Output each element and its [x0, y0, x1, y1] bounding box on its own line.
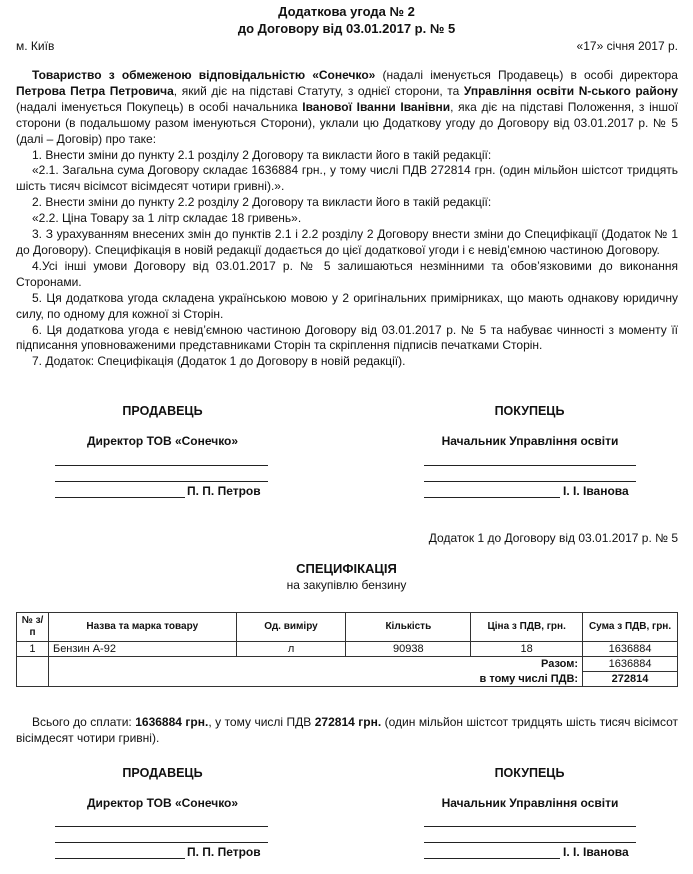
col-header: Од. виміру — [236, 613, 346, 642]
buyer-signatory: І. І. Іванова — [563, 845, 629, 859]
seller-signatory: П. П. Петров — [187, 845, 261, 859]
buyer-heading: ПОКУПЕЦЬ — [494, 766, 565, 780]
vat-amount: 272814 грн. — [314, 715, 382, 729]
seller-heading: ПРОДАВЕЦЬ — [122, 766, 203, 780]
buyer-role: Начальник Управління освіти — [441, 796, 619, 810]
seller-company: Товариство з обмеженою відповідальністю «Сонечко» — [32, 68, 376, 82]
clause: 1. Внести зміни до пункту 2.1 розділу 2 Договору та викласти його в такій редакції: — [32, 147, 492, 162]
doc-title: Додаткова угода № 2 — [278, 4, 415, 19]
seller-role: Директор ТОВ «Сонечко» — [86, 434, 239, 448]
signature-line — [424, 858, 560, 859]
signature-line — [424, 465, 636, 466]
total-amount: 1636884 грн. — [135, 715, 209, 729]
clause: «2.1. Загальна сума Договору складає 1636884 грн., у тому числі ПДВ 272814 грн. (один мільйон шістсот тридцять шість тисяч вісімсот вісімдесят чотири гривні).». — [16, 163, 678, 194]
doc-date: «17» січня 2017 р. — [576, 39, 678, 53]
vat-row — [17, 672, 678, 687]
total-row — [17, 657, 678, 672]
clause: 5. Ця додаткова угода складена українською мовою у 2 оригінальних примірниках, що мають однакову юридичну силу, по одному для кожної зі Сторін. — [16, 290, 678, 321]
signature-line — [424, 842, 636, 843]
signature-line — [55, 826, 268, 827]
cell: Бензин А-92 — [48, 642, 236, 657]
clause: 4.Усі інші умови Договору від 03.01.2017 р. № 5 залишаються незмінними та обов’язковими до виконання Сторонами. — [16, 258, 678, 289]
buyer-role: Начальник Управління освіти — [441, 434, 619, 448]
empty-cell — [17, 657, 49, 687]
clause: 3. З урахуванням внесених змін до пунктів 2.1 і 2.2 розділу 2 Договору внести зміни до Специфікації (Додаток № 1 до Договору). Специфікація в новій редакції додається до цієї додаткової угоди і є невід’ємною частиною Договору. — [16, 227, 678, 257]
seller-role: Директор ТОВ «Сонечко» — [86, 796, 239, 810]
buyer-organization: Управління освіти N-ського району — [463, 83, 678, 98]
spec-subtitle: на закупівлю бензину — [286, 578, 407, 592]
total-label: Разом: — [48, 657, 582, 672]
signature-line — [55, 497, 185, 498]
cell: л — [236, 642, 346, 657]
doc-subtitle: до Договору від 03.01.2017 р. № 5 — [237, 21, 456, 36]
preamble: Товариство з обмеженою відповідальністю «Сонечко» (надалі іменується Продавець) в особі директора Петрова Петра Петровича, який діє на підставі Статуту, з однієї сторони, та Управління освіти N-ського району (надалі іменується Покупець) в особі начальника Іванової Іванни Іванівни, яка діє на підставі Положення, з іншої сторони (в подальшому разом іменуються Сторони), уклали цю Додаткову угоду до Договору від 03.01.2017 р. № 5 (далі – Договір) про таке: — [16, 68, 678, 146]
vat-value: 272814 — [583, 672, 678, 687]
appendix-ref: Додаток 1 до Договору від 03.01.2017 р. № 5 — [428, 531, 678, 545]
buyer-signatory: І. І. Іванова — [563, 484, 629, 498]
payment-summary: Всього до сплати: 1636884 грн., у тому числі ПДВ 272814 грн. (один мільйон шістсот тридцять шість тисяч вісімсот вісімдесят чотири гривні). — [16, 715, 678, 745]
signature-line — [424, 497, 560, 498]
cell: 90938 — [346, 642, 471, 657]
head-name: Іванової Іванни Іванівни — [302, 99, 451, 114]
cell: 18 — [471, 642, 583, 657]
col-header: Назва та марка товару — [48, 613, 236, 642]
director-name: Петрова Петра Петровича — [16, 83, 174, 98]
signature-line — [424, 826, 636, 827]
table-header-row — [17, 613, 678, 642]
table-row — [17, 642, 678, 657]
seller-signatory: П. П. Петров — [187, 484, 261, 498]
signature-line — [55, 481, 268, 482]
signature-line — [424, 481, 636, 482]
agreement-body — [16, 68, 678, 370]
clause: 2. Внести зміни до пункту 2.2 розділу 2 Договору та викласти його в такій редакції: — [32, 195, 492, 210]
signature-line — [55, 858, 185, 859]
clause: 6. Ця додаткова угода є невід’ємною частиною Договору від 03.01.2017 р. № 5 та набуває чинності з моменту її підписання уповноваженими представниками Сторін та скріплення підписів печатками Сторін. — [16, 322, 678, 353]
signature-line — [55, 842, 268, 843]
cell: 1636884 — [583, 642, 678, 657]
spec-table — [16, 612, 678, 687]
clause: 7. Додаток: Специфікація (Додаток 1 до Договору в новій редакції). — [32, 354, 406, 369]
cell: 1 — [17, 642, 49, 657]
col-header: Ціна з ПДВ, грн. — [471, 613, 583, 642]
buyer-heading: ПОКУПЕЦЬ — [494, 404, 565, 418]
clause: «2.2. Ціна Товару за 1 літр складає 18 гривень». — [32, 211, 302, 226]
col-header: Кількість — [346, 613, 471, 642]
seller-heading: ПРОДАВЕЦЬ — [122, 404, 203, 418]
col-header: Сума з ПДВ, грн. — [583, 613, 678, 642]
col-header: № з/п — [17, 613, 49, 642]
city: м. Київ — [16, 39, 55, 53]
signature-line — [55, 465, 268, 466]
total-value: 1636884 — [583, 657, 678, 672]
spec-title: СПЕЦИФІКАЦІЯ — [296, 561, 397, 576]
vat-label: в тому числі ПДВ: — [48, 672, 582, 687]
